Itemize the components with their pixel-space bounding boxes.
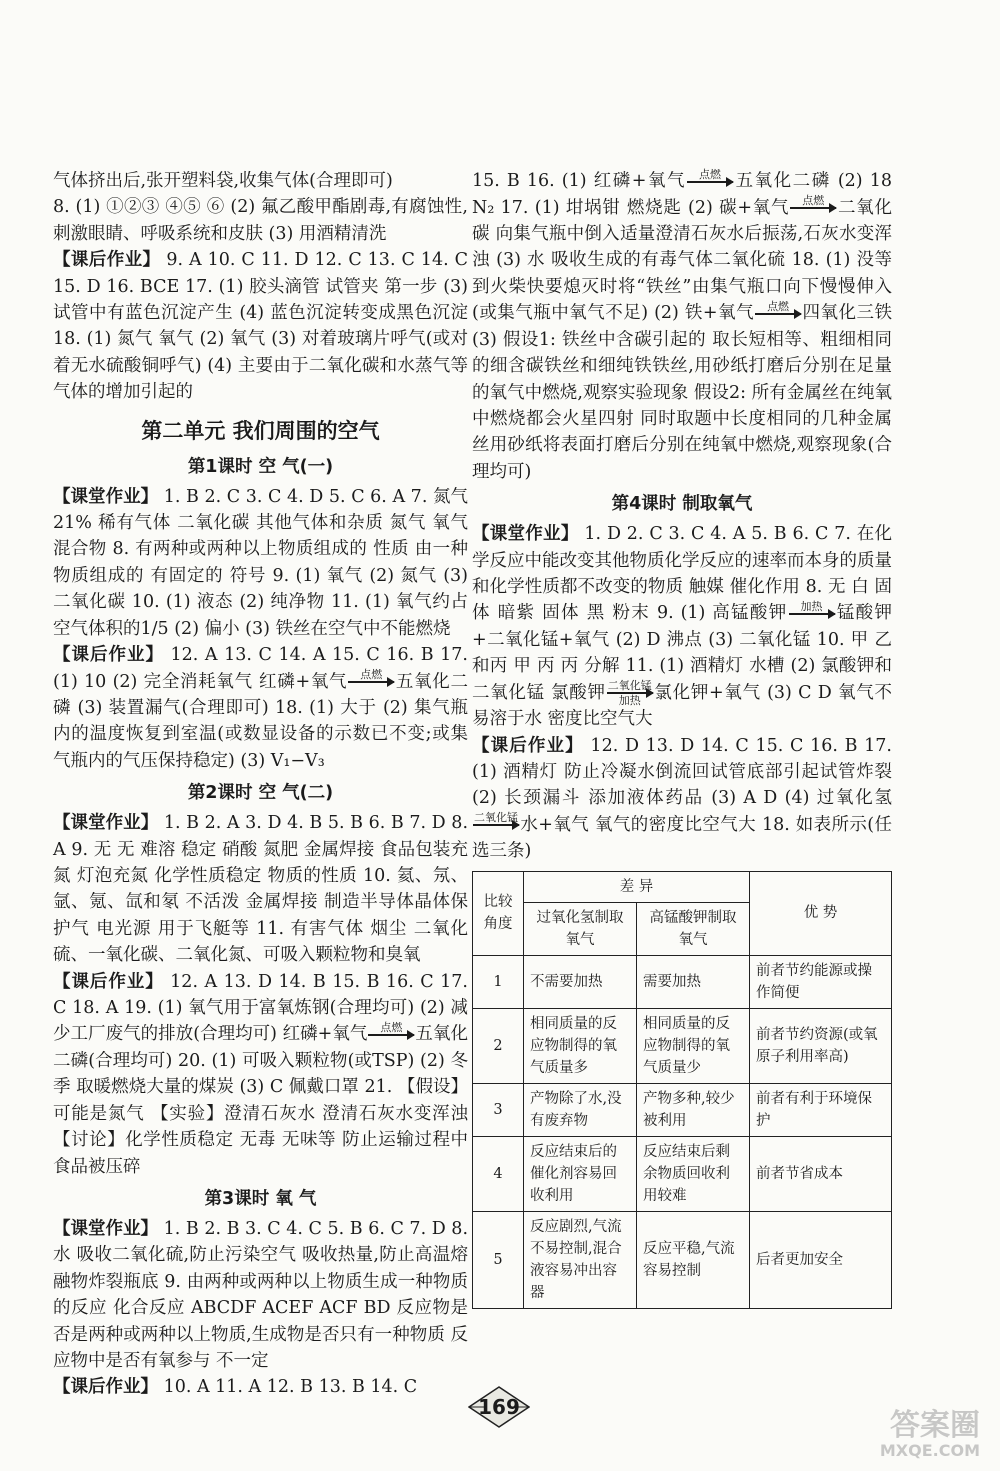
- table-header-diff: 差 异: [524, 871, 750, 902]
- arrow-icon: [790, 207, 836, 209]
- right-column: [472, 168, 892, 1309]
- unit-title: 第二单元 我们周围的空气: [141, 418, 380, 443]
- answer-paragraph: [53, 969, 468, 1180]
- reaction-arrow: [368, 1022, 414, 1048]
- answer-text: 12. D 13. D 14. C 15. C 16. B 17. (1) 酒精灯 防止冷凝水倒流回试管底部引起试管炸裂 (2) 长颈漏斗 添加液体药品 (3) A D (4) 过氧化氢: [472, 735, 892, 809]
- answer-text: 水+氧气 氧气的密度比空气大 18. 如表所示(任选三条): [472, 814, 892, 862]
- answer-text: 五氧化二磷 (2) 18 N₂ 17. (1) 坩埚钳 燃烧匙 (2) 碳+氧气: [472, 171, 892, 218]
- table-cell-b: 需要加热: [637, 955, 750, 1008]
- table-cell-b: 反应平稳,气流容易控制: [637, 1211, 750, 1308]
- answer-text: 10. A 11. A 12. B 13. B 14. C: [158, 1377, 418, 1398]
- table-row: [473, 955, 892, 1008]
- lesson-title: 第4课时 制取氧气: [611, 494, 753, 515]
- comparison-table: [472, 871, 892, 1309]
- section-tag: 【课堂作业】: [472, 524, 579, 545]
- reaction-condition: 二氧化锰: [607, 679, 652, 693]
- answer-paragraph: [53, 194, 468, 247]
- section-tag: 【课后作业】: [53, 1377, 158, 1398]
- answer-paragraph: [53, 1216, 468, 1374]
- table-cell-a: 反应结束后的催化剂容易回收利用: [524, 1136, 637, 1211]
- arrow-icon: [755, 313, 801, 315]
- reaction-condition: 加热: [800, 599, 823, 613]
- table-cell-n: 4: [473, 1136, 524, 1211]
- table-row: [473, 1008, 892, 1083]
- answer-text: 12. A 13. D 14. B 15. B 16. C 17. C 18. A 19. (1) 氧气用于富氧炼钢(合理均可) (2) 减少工厂废气的排放(合理均可) 红磷+氧气: [53, 971, 468, 1045]
- answer-paragraph: [472, 521, 892, 732]
- answer-text: 五氧化二磷(合理均可) 20. (1) 可吸入颗粒物(或TSP) (2) 冬季 取暖燃烧大量的煤炭 (3) C 佩戴口罩 21. 【假设】可能是氮气 【实验】澄清石灰水 澄清石灰水变浑浊 【讨论】化学性质稳定 无毒 无味等 防止运输过程中食品被压碎: [53, 1024, 468, 1177]
- table-header-advantage: 优 势: [750, 871, 892, 955]
- arrow-icon: [687, 181, 733, 183]
- answer-text: 二氧化碳 向集气瓶中倒入适量澄清石灰水后振荡,石灰水变浑浊 (3) 水 吸收生成的有毒气体二氧化硫 18. (1) 没等到火柴快要熄灭时将“铁丝”由集气瓶口向下慢慢伸入(或集气瓶中氧气不足) (2) 铁+氧气: [472, 197, 892, 324]
- reaction-condition: 点燃: [380, 1020, 403, 1034]
- section-tag: 【课后作业】: [53, 645, 164, 666]
- arrow-icon: [348, 681, 394, 683]
- arrow-icon: [789, 613, 835, 615]
- watermark-cn: 答案圈: [890, 1408, 980, 1443]
- answer-text: 氯化钾+氧气 (3) C D 氧气不易溶于水 密度比空气大: [472, 682, 893, 730]
- reaction-arrow: [790, 195, 836, 221]
- table-header-h2o2: 过氧化氢制取氧气: [524, 902, 637, 955]
- answer-text: 9. A 10. C 11. D 12. C 13. C 14. C 15. D 16. BCE 17. (1) 胶头滴管 试管夹 第一步 (3) 试管中有蓝色沉淀产生 (4) 蓝色沉淀转变成黑色沉淀 18. (1) 氮气 氧气 (2) 氧气 (3) 对着玻璃片呼气(或对着无水硫酸铜呼气) (4) 主要由于二氧化碳和水蒸气等气体的增加引起的: [53, 250, 468, 403]
- answer-text: 1. D 2. C 3. C 4. A 5. B 6. C 7. 在化学反应中能改变其他物质化学反应的速率而本身的质量和化学性质都不改变的物质 触媒 催化作用 8. 无 白 固体 暗紫 固体 黑 粉末 9. (1) 高锰酸钾: [472, 524, 892, 624]
- table-cell-n: 1: [473, 955, 524, 1008]
- reaction-condition: 点燃: [360, 668, 383, 681]
- arrow-icon: [607, 692, 653, 694]
- table-cell-n: 2: [473, 1008, 524, 1083]
- answer-paragraph: [53, 1374, 468, 1400]
- right-text: [472, 168, 892, 865]
- reaction-condition: 点燃: [699, 167, 722, 181]
- answer-paragraph: [53, 810, 468, 968]
- answer-paragraph: [53, 642, 468, 774]
- table-cell-adv: 前者有利于环境保护: [750, 1083, 892, 1136]
- table-cell-b: 产物多种,较少被利用: [637, 1083, 750, 1136]
- table-cell-b: 相同质量的反应物制得的氧气质量少: [637, 1008, 750, 1083]
- section-tag: 【课堂作业】: [53, 1219, 159, 1239]
- table-cell-n: 3: [473, 1083, 524, 1136]
- answer-text: 1. B 2. A 3. D 4. B 5. B 6. B 7. D 8. A 9. 无 无 难溶 稳定 硝酸 氮肥 金属焊接 食品包装充氮 灯泡充氮 化学性质稳定 物质的性质 10. 氦、氖、氩、氪、氙和氡 不活泼 金属焊接 制造半导体晶体保护气 电光源 用于飞艇等 11. 有害气体 烟尘 二氧化硫、一氧化碳、二氧化氮、可吸入颗粒物和臭氧: [53, 813, 469, 966]
- section-tag: 【课后作业】: [53, 971, 164, 992]
- table-row: [473, 1136, 892, 1211]
- lesson-title: 第2课时 空 气(二): [187, 783, 334, 804]
- table-header-angle: 比较角度: [473, 871, 524, 955]
- watermark-url: MXQE.COM: [879, 1441, 980, 1460]
- arrow-icon: [473, 824, 519, 826]
- reaction-condition: 二氧化锰: [474, 811, 518, 825]
- table-cell-adv: 前者节约能源或操作简便: [750, 955, 892, 1008]
- reaction-arrow: [789, 601, 835, 627]
- answer-text: 气体挤出后,张开塑料袋,收集气体(合理即可): [53, 171, 393, 191]
- answer-text: 12. A 13. C 14. A 15. C 16. B 17. (1) 10 (2) 完全消耗氧气 红磷+氧气: [53, 645, 468, 692]
- lesson-title: 第1课时 空 气(一): [187, 456, 334, 477]
- table-cell-a: 反应剧烈,气流不易控制,混合液容易冲出容器: [524, 1211, 637, 1308]
- watermark: [830, 1410, 980, 1462]
- section-tag: 【课后作业】: [53, 250, 161, 271]
- table-cell-n: 5: [473, 1211, 524, 1308]
- lesson-title: 第3课时 氧 气: [204, 1189, 317, 1209]
- table-cell-adv: 前者节约资源(或氧原子利用率高): [750, 1008, 892, 1083]
- table-cell-a: 产物除了水,没有废弃物: [524, 1083, 637, 1136]
- answer-text: 锰酸钾+二氧化锰+氧气 (2) D 沸点 (3) 二氧化锰 10. 甲 乙和丙 甲 丙 丙 分解 11. (1) 酒精灯 水槽 (2) 氯酸钾和二氧化锰 氯酸钾: [472, 603, 892, 703]
- answer-text: 15. B 16. (1) 红磷+氧气: [472, 171, 687, 191]
- table-cell-adv: 后者更加安全: [750, 1211, 892, 1308]
- reaction-arrow: [607, 680, 653, 706]
- answer-paragraph: [53, 168, 468, 194]
- answer-text: 1. B 2. C 3. C 4. D 5. C 6. A 7. 氮气 21% 稀有气体 二氧化碳 其他气体和杂质 氮气 氧气 混合物 8. 有两种或两种以上物质组成的 性质 由一种物质组成的 有固定的 符号 9. (1) 氧气 (2) 氮气 (3) 二氧化碳 10. (1) 液态 (2) 纯净物 11. (1) 氧气约占空气体积的1/5 (2) 偏小 (3) 铁丝在空气中不能燃烧: [53, 486, 468, 639]
- table-cell-b: 反应结束后剩余物质回收利用较难: [637, 1136, 750, 1211]
- table-body: [473, 955, 892, 1308]
- page-number: 169: [478, 1395, 520, 1419]
- reaction-arrow: [473, 812, 519, 838]
- arrow-icon: [368, 1034, 414, 1036]
- table-header-kmno4: 高锰酸钾制取氧气: [637, 902, 750, 955]
- answer-paragraph: [53, 247, 468, 405]
- reaction-condition: 点燃: [767, 299, 790, 313]
- table-cell-adv: 前者节省成本: [750, 1136, 892, 1211]
- reaction-arrow: [755, 301, 801, 327]
- table-cell-a: 不需要加热: [524, 955, 637, 1008]
- reaction-condition: 点燃: [802, 194, 825, 207]
- reaction-condition-under: 加热: [618, 694, 641, 708]
- answer-paragraph: [472, 168, 892, 485]
- table-cell-a: 相同质量的反应物制得的氧气质量多: [524, 1008, 637, 1083]
- answer-text: 四氧化三铁 (3) 假设1: 铁丝中含碳引起的 取长短相等、粗细相同的细含碳铁丝和细纯铁铁丝,用砂纸打磨后分别在足量的氧气中燃烧,观察实验现象 假设2: 所有金属丝在纯氧中燃烧都会火星四射 同时取题中长度相同的几种金属丝用砂纸将表面打磨后分别在纯氧中燃烧,观察现象(合理均可): [472, 303, 893, 482]
- table-row: [473, 1211, 892, 1308]
- page-number-badge: [468, 1386, 530, 1428]
- answer-paragraph: [472, 733, 892, 865]
- answer-paragraph: [53, 484, 468, 642]
- reaction-arrow: [348, 669, 394, 695]
- table-row: [473, 1083, 892, 1136]
- answer-text: 8. (1) ①②③ ④⑤ ⑥ (2) 氟乙酸甲酯剧毒,有腐蚀性,刺激眼睛、呼吸系统和皮肤 (3) 用酒精清洗: [53, 197, 468, 244]
- left-column: [53, 168, 468, 1401]
- answer-text: 五氧化二磷 (3) 装置漏气(合理即可) 18. (1) 大于 (2) 集气瓶内的温度恢复到室温(或数显设备的示数已不变;或集气瓶内的气压保持稳定) (3) V₁−V₃: [53, 671, 469, 771]
- section-tag: 【课堂作业】: [53, 813, 159, 834]
- reaction-arrow: [687, 169, 733, 195]
- answer-text: 1. B 2. B 3. C 4. C 5. B 6. C 7. D 8. 水 吸收二氧化硫,防止污染空气 吸收热量,防止高温熔融物炸裂瓶底 9. 由两种或两种以上物质生成一种物质的反应 化合反应 ABCDF ACEF ACF BD 反应物是否是两种或两种以上物质,生成物是否只有一种物质 反应物中是否有氧参与 不一定: [53, 1219, 469, 1372]
- section-tag: 【课后作业】: [472, 735, 584, 756]
- section-tag: 【课堂作业】: [53, 486, 159, 507]
